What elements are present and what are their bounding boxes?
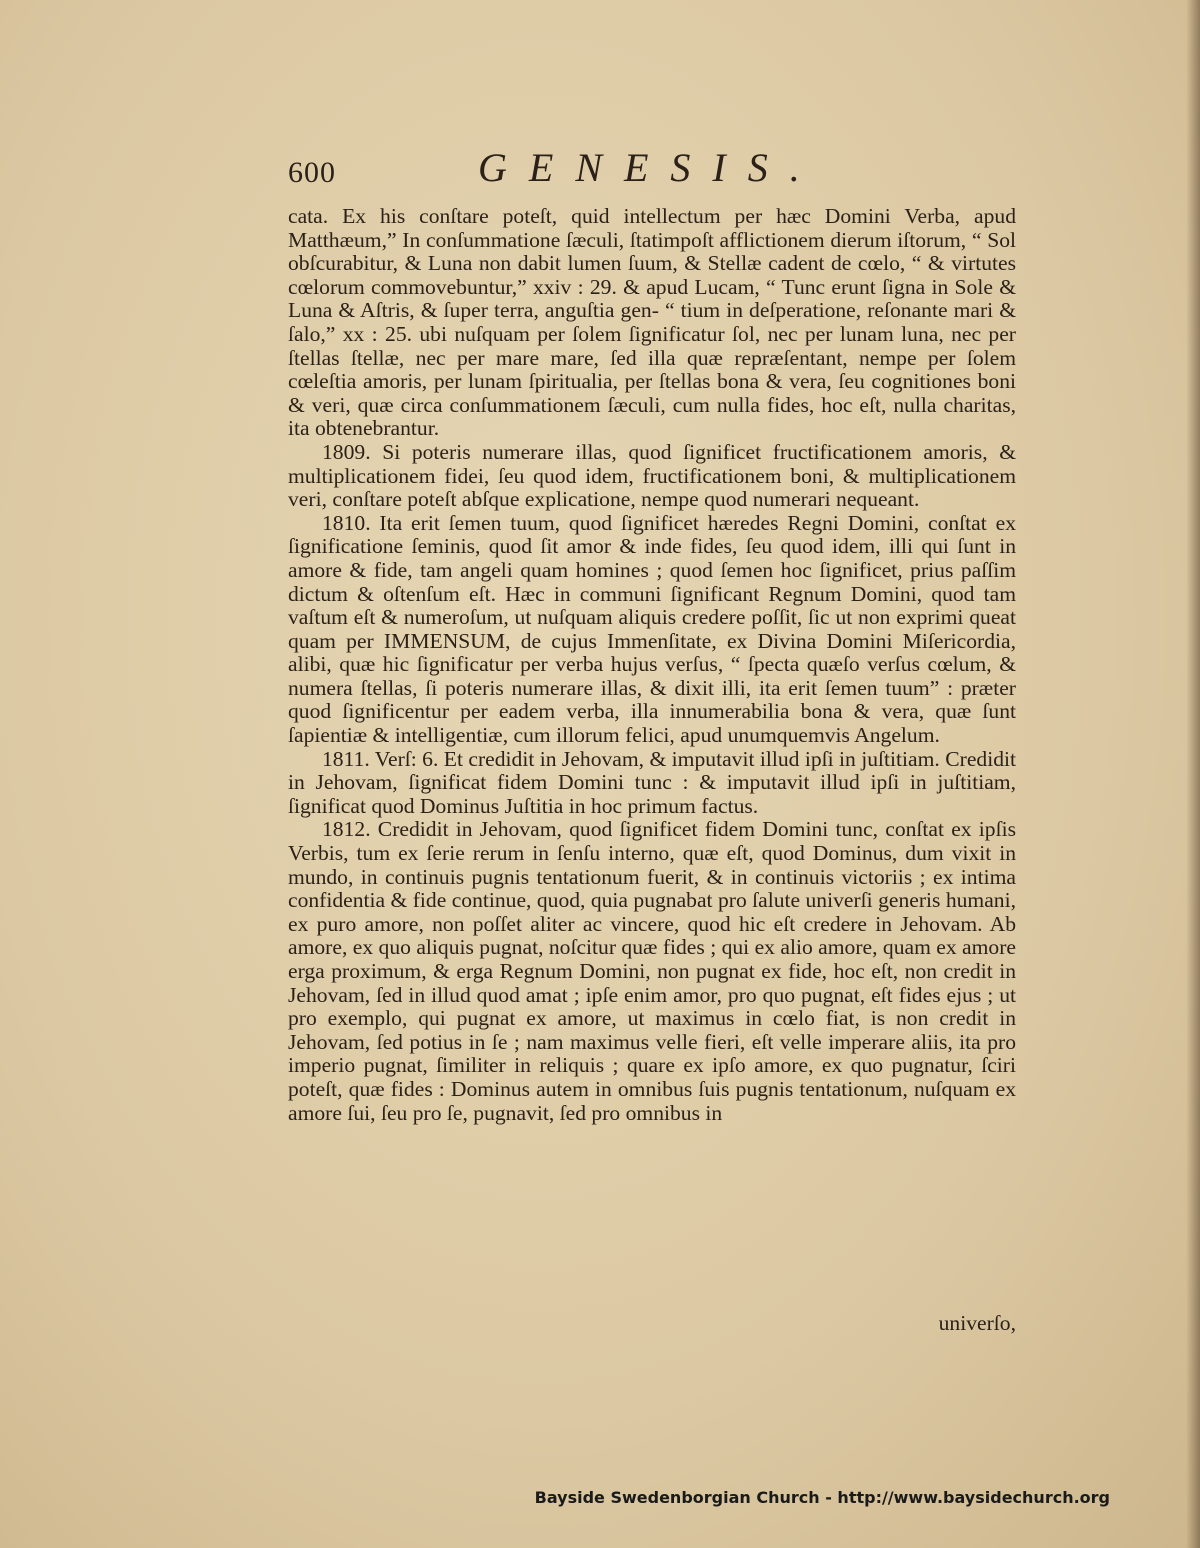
catchword: univerſo, [938, 1311, 1016, 1335]
paragraph-1811: 1811. Verſ: 6. Et credidit in Jehovam, & imputavit illud ipſi in juſtitiam. Credidit in Jehovam, ſignificat fidem Domini tunc : & imputavit illud ipſi in juſtitiam, ſignificat quod Dominus Juſtitia in hoc primum factus. [288, 746, 1016, 818]
paragraph-continued: cata. Ex his conſtare poteſt, quid intellectum per hæc Domini Verba, apud Matthæum,” In conſummatione ſæculi, ſtatimpoſt afflictionem dierum iſtorum, “ Sol obſcurabitur, & Luna non dabit lumen ſuum, & Stellæ cadent de cœlo, “ & virtutes cœlorum commovebuntur,” xxiv : 29. & apud Lucam, “ Tunc erunt ſigna in Sole & Luna & Aſtris, & ſuper terra, anguſtia gen- “ tium in deſperatione, reſonante mari & ſalo,” xx : 25. ubi nuſquam per ſolem ſignificatur ſol, nec per lunam luna, nec per ſtellas ſtellæ, nec per mare mare, ſed illa quæ repræſentant, nempe per ſolem cœleſtia amoris, per lunam ſpiritualia, per ſtellas bona & vera, ſeu cognitiones boni & veri, quæ circa conſummationem ſæculi, cum nulla fides, hoc eſt, nulla charitas, ita obtenebrantur. [288, 204, 1016, 441]
page-number: 600 [288, 156, 336, 189]
page-header [288, 140, 888, 190]
paragraph-1810: 1810. Ita erit ſemen tuum, quod ſignificet hæredes Regni Domini, conſtat ex ſignificatione ſeminis, quod ſit amor & inde fides, ſeu quod idem, illi qui ſunt in amore & fide, tam angeli quam homines ; quod ſemen hoc ſignificet, prius paſſim dictum & oſtenſum eſt. Hæc in communi ſignificant Regnum Domini, quod tam vaſtum eſt & numeroſum, ut nuſquam aliquis credere poſſit, ſic ut non exprimi queat quam per IMMENSUM, de cujus Immenſitate, ex Divina Domini Miſericordia, alibi, quæ hic ſignificatur per verba hujus verſus, “ ſpecta quæſo verſus cœlum, & numera ſtellas, ſi poteris numerare illas, & dixit illi, ita erit ſemen tuum” : præter quod ſignificentur per eadem verba, illa innumerabilia bona & vera, quæ ſunt ſapientiæ & intelligentiæ, cum illorum felici, apud unumquemvis Angelum. [288, 510, 1016, 748]
body-text [288, 205, 1016, 1125]
watermark-credit: Bayside Swedenborgian Church - http://www.baysidechurch.org [534, 1488, 1110, 1507]
paragraph-1809: 1809. Si poteris numerare illas, quod ſignificet fructificationem amoris, & multiplicationem fidei, ſeu quod idem, fructificationem boni, & multiplicationem veri, conſtare poteſt abſque explicatione, nempe quod numerari nequeant. [288, 439, 1016, 512]
running-title: GENESIS. [478, 145, 822, 190]
paragraph-1812: 1812. Credidit in Jehovam, quod ſignificet fidem Domini tunc, conſtat ex ipſis Verbis, tum ex ſerie rerum in ſenſu interno, quæ eſt, quod Dominus, dum vixit in mundo, in continuis pugnis tentationum fuerit, & in continuis victoriis ; ex intima confidentia & fide continue, quod, quia pugnabat pro ſalute univerſi generis humani, ex puro amore, non poſſet aliter ac vincere, quod hic eſt credere in Jehovam. Ab amore, ex quo aliquis pugnat, noſcitur quæ fides ; qui ex alio amore, quam ex amore erga proximum, & erga Regnum Domini, non pugnat ex fide, hoc eſt, non credit in Jehovam, ſed in illud quod amat ; ipſe enim amor, pro quo pugnat, eſt fides ejus ; ut pro exemplo, qui pugnat ex amore, ut maximus in cœlo fiat, is non credit in Jehovam, ſed potius in ſe ; nam maximus velle fieri, eſt velle imperare aliis, ita pro imperio pugnat, ſimiliter in reliquis ; quare ex ipſo amore, ex quo pugnatur, ſciri poteſt, quæ fides : Dominus autem in omnibus ſuis pugnis tentationum, nuſquam ex amore ſui, ſeu pro ſe, pugnavit, ſed pro omnibus in [288, 817, 1016, 1125]
